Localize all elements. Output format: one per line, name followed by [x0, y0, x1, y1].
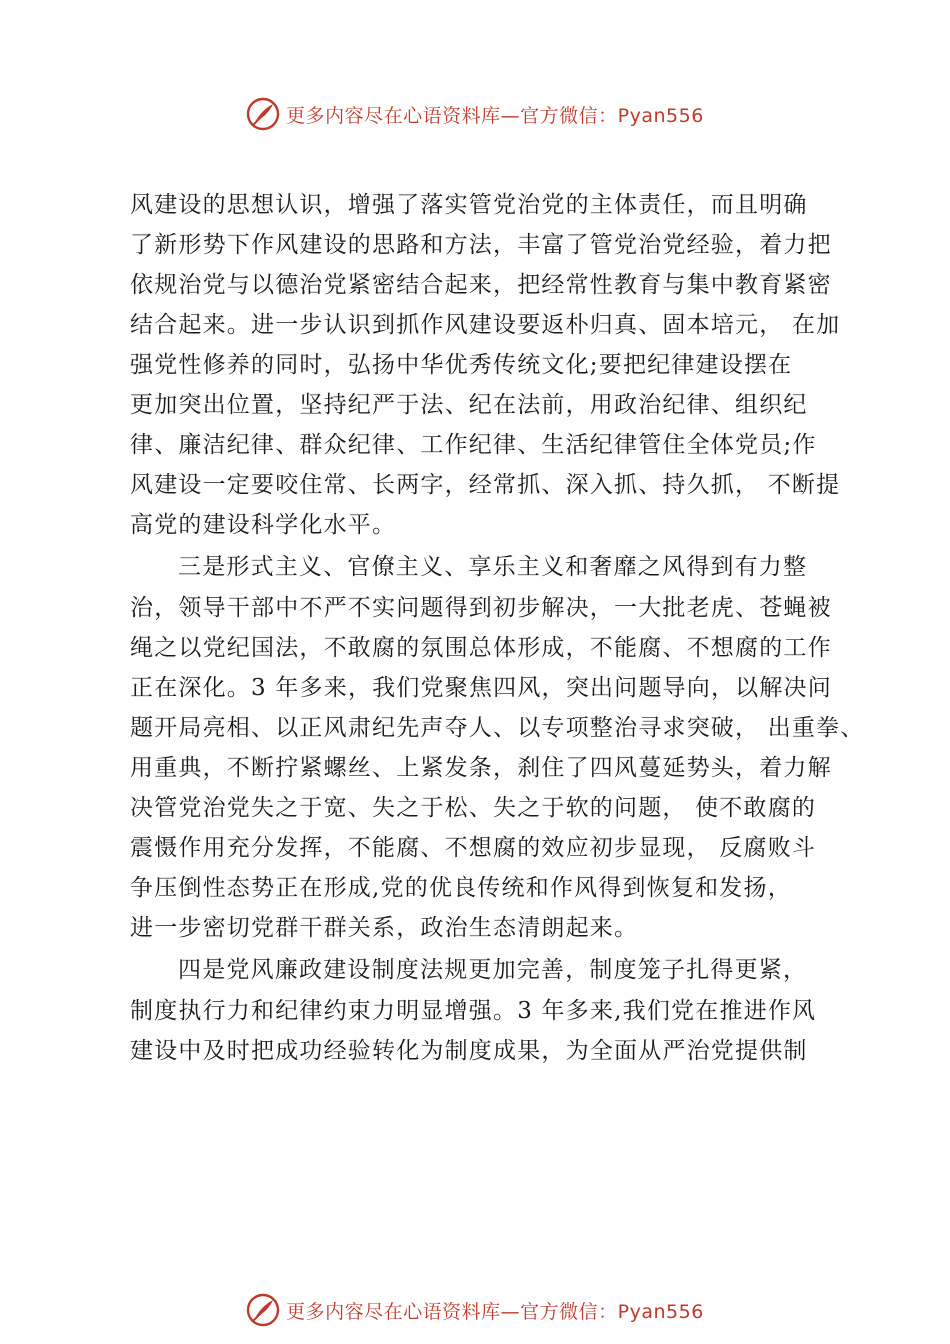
- body-line: 风建设的思想认识，增强了落实管党治党的主体责任，而且明确: [130, 192, 808, 218]
- body-line: 治，领导干部中不严不实问题得到初步解决，一大批老虎、苍蝇被: [130, 595, 832, 621]
- body-line: 建设中及时把成功经验转化为制度成果，为全面从严治党提供制: [130, 1038, 808, 1064]
- footer-banner-text: 更多内容尽在心语资料库—官方微信：Pyan556: [286, 1300, 704, 1323]
- body-line: 结合起来。进一步认识到抓作风建设要返朴归真、固本培元， 在加: [130, 312, 841, 338]
- quill-pen-logo-icon: [246, 1293, 280, 1327]
- body-line: 风建设一定要咬住常、长两字，经常抓、深入抓、持久抓， 不断提: [130, 472, 841, 498]
- body-line: 震慑作用充分发挥，不能腐、不想腐的效应初步显现， 反腐败斗: [130, 835, 817, 861]
- quill-pen-logo-icon: [246, 97, 280, 131]
- header-banner-text: 更多内容尽在心语资料库—官方微信：Pyan556: [286, 104, 704, 127]
- body-line: 用重典，不断拧紧螺丝、上紧发条，刹住了四风蔓延势头，着力解: [130, 755, 832, 781]
- header-banner: [0, 94, 950, 134]
- body-line: 依规治党与以德治党紧密结合起来，把经常性教育与集中教育紧密: [130, 272, 832, 298]
- body-line: 题开局亮相、以正风肃纪先声夺人、以专项整治寻求突破， 出重拳、: [130, 715, 865, 741]
- body-line: 正在深化。3 年多来，我们党聚焦四风，突出问题导向，以解决问: [130, 675, 832, 701]
- body-line: 了新形势下作风建设的思路和方法，丰富了管党治党经验，着力把: [130, 232, 832, 258]
- footer-banner: [0, 1290, 950, 1330]
- body-line: 更加突出位置，坚持纪严于法、纪在法前，用政治纪律、组织纪: [130, 392, 808, 418]
- body-line: 强党性修养的同时，弘扬中华优秀传统文化;要把纪律建设摆在: [130, 352, 793, 378]
- paragraph-start-line: 四是党风廉政建设制度法规更加完善，制度笼子扎得更紧，: [178, 957, 808, 983]
- body-line: 高党的建设科学化水平。: [130, 512, 397, 538]
- body-line: 律、廉洁纪律、群众纪律、工作纪律、生活纪律管住全体党员;作: [130, 432, 817, 458]
- body-line: 争压倒性态势正在形成,党的优良传统和作风得到恢复和发扬，: [130, 875, 792, 901]
- body-line: 进一步密切党群干群关系，政治生态清朗起来。: [130, 915, 639, 941]
- paragraph-start-line: 三是形式主义、官僚主义、享乐主义和奢靡之风得到有力整: [178, 554, 808, 580]
- body-line: 绳之以党纪国法，不敢腐的氛围总体形成，不能腐、不想腐的工作: [130, 635, 832, 661]
- body-line: 决管党治党失之于宽、失之于松、失之于软的问题， 使不敢腐的: [130, 795, 817, 821]
- body-line: 制度执行力和纪律约束力明显增强。3 年多来,我们党在推进作风: [130, 998, 817, 1024]
